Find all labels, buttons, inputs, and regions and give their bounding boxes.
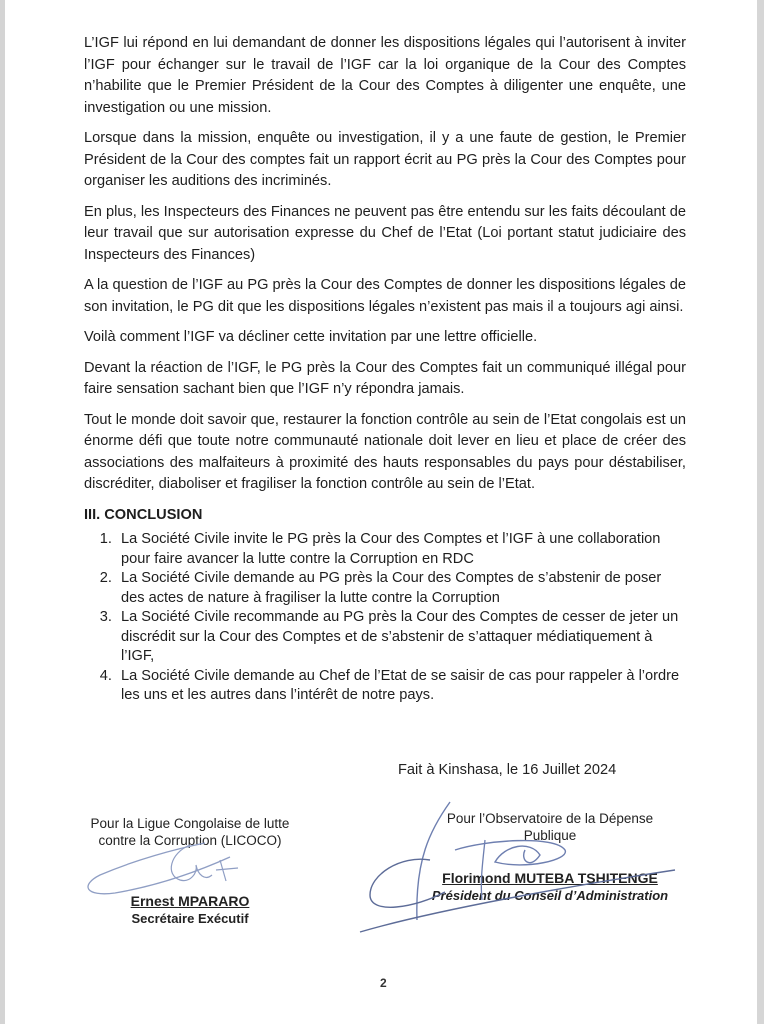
- conclusion-item: 2. La Société Civile demande au PG près la Cour des Comptes de s’abstenir de poser des actes de nature à fragiliser la lutte contre la Corruption: [116, 569, 686, 608]
- signatory-org-line: Publique: [523, 828, 577, 843]
- paragraph-reaction: Devant la réaction de l’IGF, le PG près la Cour des Comptes fait un communiqué illégal pour faire sensation sachant bien que l’IGF n’y répondra jamais.: [84, 359, 686, 397]
- date-place-line: Fait à Kinshasa, le 16 Juillet 2024: [398, 762, 617, 778]
- signatory-name: Ernest MPARARO: [130, 893, 250, 909]
- signatory-org-line: Pour la Ligue Congolaise de lutte: [90, 816, 290, 831]
- paragraph-igf-response: L’IGF lui répond en lui demandant de donner les dispositions légales qui l’autorisent à inviter l’IGF pour échanger sur le travail de l’IGF car la loi organique de la Cour des Comptes n’habilite que le Premier Président de la Cour des Comptes à diligenter une enquête, une investigation ou une mission.: [84, 35, 686, 116]
- conclusion-list: [84, 530, 686, 706]
- conclusion-item: 4. La Société Civile demande au Chef de l’Etat de se saisir de cas pour rappeler à l’ordre les uns et les autres dans l’intérêt de notre pays.: [116, 667, 686, 706]
- signatory-org-line: Pour l’Observatoire de la Dépense: [446, 811, 654, 826]
- page-number: 2: [380, 976, 387, 990]
- paragraph-tout-le-monde: Tout le monde doit savoir que, restaurer la fonction contrôle au sein de l’Etat congolais est un énorme défi que toute notre communauté nationale doit lever en lieu et place de créer des associations des malfaiteurs à proximité des hauts responsables du pays pour déstabiliser, discréditer, diaboliser et fragiliser la fonction contrôle au sein de l’Etat.: [84, 411, 686, 492]
- page-edge-left: [0, 0, 5, 1024]
- signatory-title: Secrétaire Exécutif: [131, 911, 249, 926]
- signatory-org-line: contre la Corruption (LICOCO): [98, 833, 282, 848]
- document-body: [84, 33, 686, 706]
- signatory-name: Florimond MUTEBA TSHITENGE: [442, 870, 658, 886]
- paragraph-question-igf: A la question de l’IGF au PG près la Cour des Comptes de donner les dispositions légales de son invitation, le PG dit que les dispositions légales n’existent pas mais il a toujours agi ainsi.: [84, 277, 686, 315]
- conclusion-item: 3. La Société Civile recommande au PG près la Cour des Comptes de cesser de jeter un discrédit sur la Cour des Comptes et de s’abstenir de s’attaquer médiatiquement à l’IGF,: [116, 608, 686, 667]
- page-edge-right: [757, 0, 764, 1024]
- signature-block-licoco: [70, 815, 310, 927]
- paragraph-faute-gestion: Lorsque dans la mission, enquête ou investigation, il y a une faute de gestion, le Premier Président de la Cour des comptes fait un rapport écrit au PG près la Cour des Comptes pour organiser les auditions des incriminés.: [84, 130, 686, 189]
- paragraph-inspecteurs: En plus, les Inspecteurs des Finances ne peuvent pas être entendu sur les faits découlant de leur travail que sur autorisation expresse du Chef de l’Etat (Loi portant statut judiciaire des Inspecteurs des Finances): [84, 203, 686, 263]
- conclusion-item: 1. La Société Civile invite le PG près la Cour des Comptes et l’IGF à une collaboration pour faire avancer la lutte contre la Corruption en RDC: [116, 530, 686, 569]
- signature-block-odep: [400, 810, 700, 904]
- paragraph-voila: Voilà comment l’IGF va décliner cette invitation par une lettre officielle.: [84, 329, 538, 345]
- section-title-conclusion: III. CONCLUSION: [84, 506, 203, 523]
- signatory-title: Président du Conseil d’Administration: [431, 888, 669, 903]
